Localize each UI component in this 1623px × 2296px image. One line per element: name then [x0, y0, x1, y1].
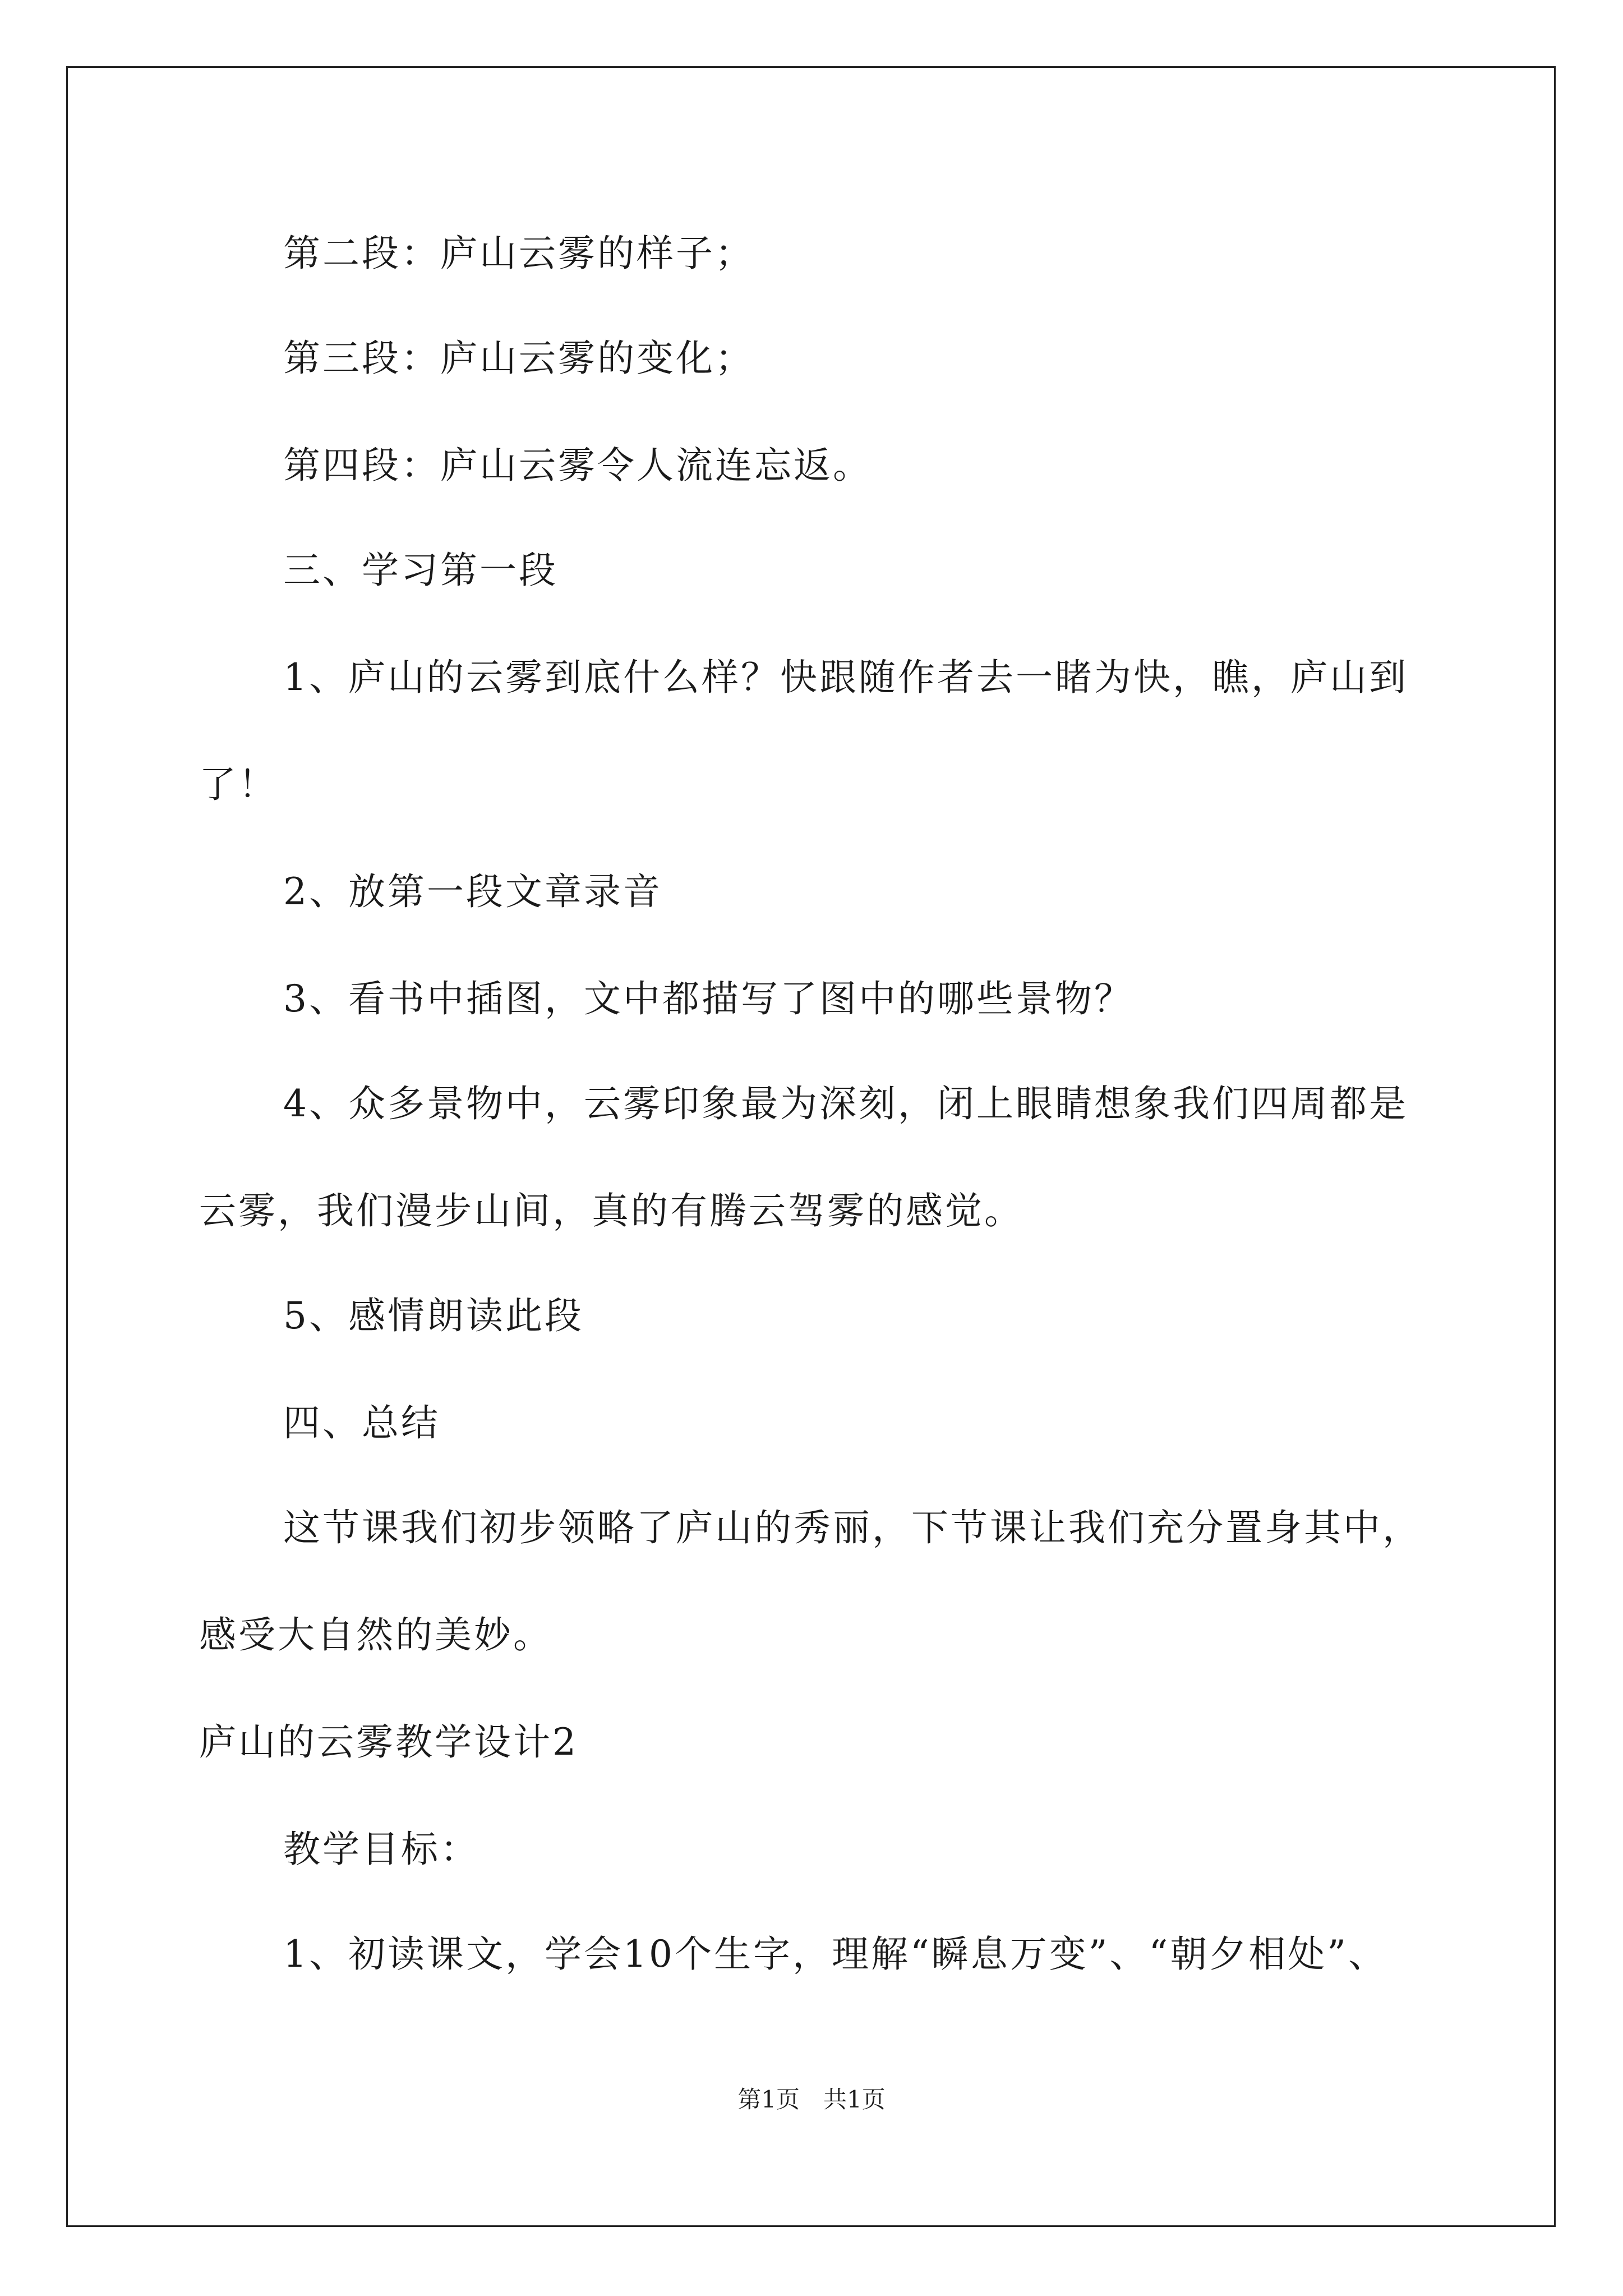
- summary-line-1: 这节课我们初步领略了庐山的秀丽，下节课让我们充分置身其中，: [283, 1506, 1422, 1549]
- list-item-1-line-2: 了！: [199, 763, 278, 806]
- heading-teaching-goals: 教学目标：: [283, 1828, 479, 1871]
- paragraph-fourth-section: 第四段：庐山云雾令人流连忘返。: [283, 444, 872, 487]
- paragraph-third-section: 第三段：庐山云雾的变化；: [283, 337, 754, 380]
- goal-item-1: 1、初读课文，学会10个生字，理解“瞬息万变”、“朝夕相处”、: [283, 1932, 1387, 1976]
- list-item-3: 3、看书中插图，文中都描写了图中的哪些景物？: [283, 977, 1133, 1020]
- section-title: 庐山的云雾教学设计2: [199, 1720, 578, 1764]
- page-number-footer: 第1页 共1页: [737, 2086, 886, 2113]
- summary-line-2: 感受大自然的美妙。: [199, 1613, 552, 1657]
- list-item-5: 5、感情朗读此段: [283, 1294, 584, 1337]
- list-item-4-line-1: 4、众多景物中，云雾印象最为深刻，闭上眼睛想象我们四周都是: [283, 1082, 1408, 1125]
- list-item-2: 2、放第一段文章录音: [283, 870, 662, 913]
- list-item-4-line-2: 云雾，我们漫步山间，真的有腾云驾雾的感觉。: [199, 1189, 1023, 1232]
- heading-learn-first-section: 三、学习第一段: [283, 549, 558, 592]
- heading-summary: 四、总结: [283, 1401, 440, 1444]
- list-item-1-line-1: 1、庐山的云雾到底什么样？快跟随作者去一睹为快，瞧，庐山到: [283, 656, 1408, 699]
- paragraph-second-section: 第二段：庐山云雾的样子；: [283, 232, 754, 275]
- page-border: [66, 66, 1556, 2227]
